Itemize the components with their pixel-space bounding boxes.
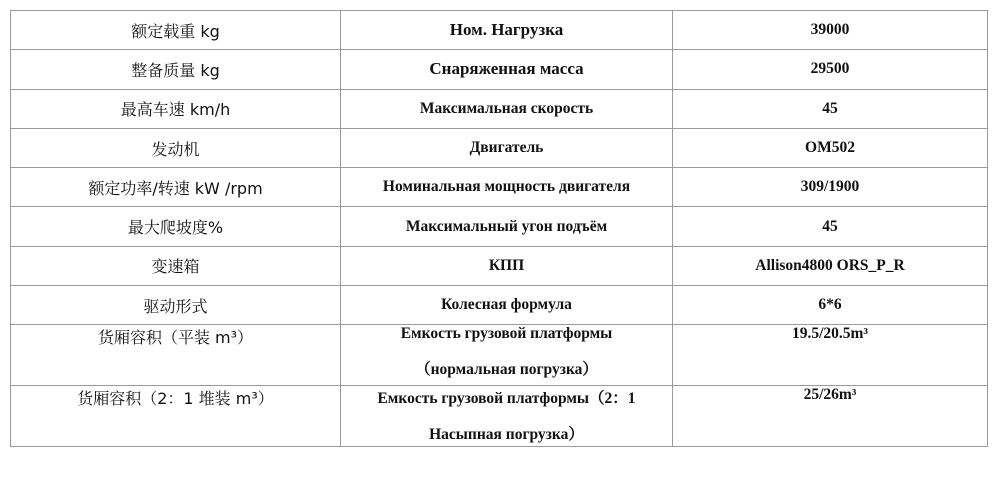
- spec-table: [10, 10, 988, 447]
- table-row: [11, 11, 988, 50]
- param-cn: 额定载重 kg: [11, 11, 341, 50]
- table-row: [11, 89, 988, 128]
- param-value: 6*6: [673, 286, 988, 325]
- table-row: [11, 207, 988, 246]
- param-ru: Номинальная мощность двигателя: [341, 168, 673, 207]
- table-row: [11, 50, 988, 89]
- param-ru-line1: Емкость грузовой платформы: [400, 325, 613, 343]
- param-cn: 发动机: [11, 128, 341, 167]
- param-cn: 驱动形式: [11, 286, 341, 325]
- param-value: 39000: [673, 11, 988, 50]
- table-row: [11, 286, 988, 325]
- param-value: Allison4800 ORS_P_R: [673, 246, 988, 285]
- param-ru-line2: （нормальная погрузка）: [415, 361, 598, 379]
- param-cn: 货厢容积（平装 m³）: [11, 325, 341, 386]
- param-cn: 最高车速 km/h: [11, 89, 341, 128]
- param-value: OM502: [673, 128, 988, 167]
- param-ru-line2: Насыпная погрузка）: [429, 426, 584, 444]
- param-cn: 变速箱: [11, 246, 341, 285]
- param-ru: [341, 386, 673, 447]
- param-value: 45: [673, 89, 988, 128]
- param-ru: Ном. Нагрузка: [341, 11, 673, 50]
- param-ru: Снаряженная масса: [341, 50, 673, 89]
- param-cn: 整备质量 kg: [11, 50, 341, 89]
- param-ru: Максимальная скорость: [341, 89, 673, 128]
- param-cn: 最大爬坡度%: [11, 207, 341, 246]
- param-ru-line1: Емкость грузовой платформы（2：1: [377, 390, 636, 408]
- table-row: [11, 128, 988, 167]
- param-ru: Максимальный угон подъём: [341, 207, 673, 246]
- param-value: 25/26m³: [673, 386, 988, 447]
- table-row: [11, 325, 988, 386]
- table-row: [11, 168, 988, 207]
- table-row: [11, 246, 988, 285]
- param-ru: Двигатель: [341, 128, 673, 167]
- param-value: 19.5/20.5m³: [673, 325, 988, 386]
- param-cn: 货厢容积（2：1 堆装 m³）: [11, 386, 341, 447]
- param-value: 45: [673, 207, 988, 246]
- param-cn: 额定功率/转速 kW /rpm: [11, 168, 341, 207]
- param-value: 309/1900: [673, 168, 988, 207]
- param-value: 29500: [673, 50, 988, 89]
- param-ru: Колесная формула: [341, 286, 673, 325]
- param-ru: [341, 325, 673, 386]
- param-ru: КПП: [341, 246, 673, 285]
- table-row: [11, 386, 988, 447]
